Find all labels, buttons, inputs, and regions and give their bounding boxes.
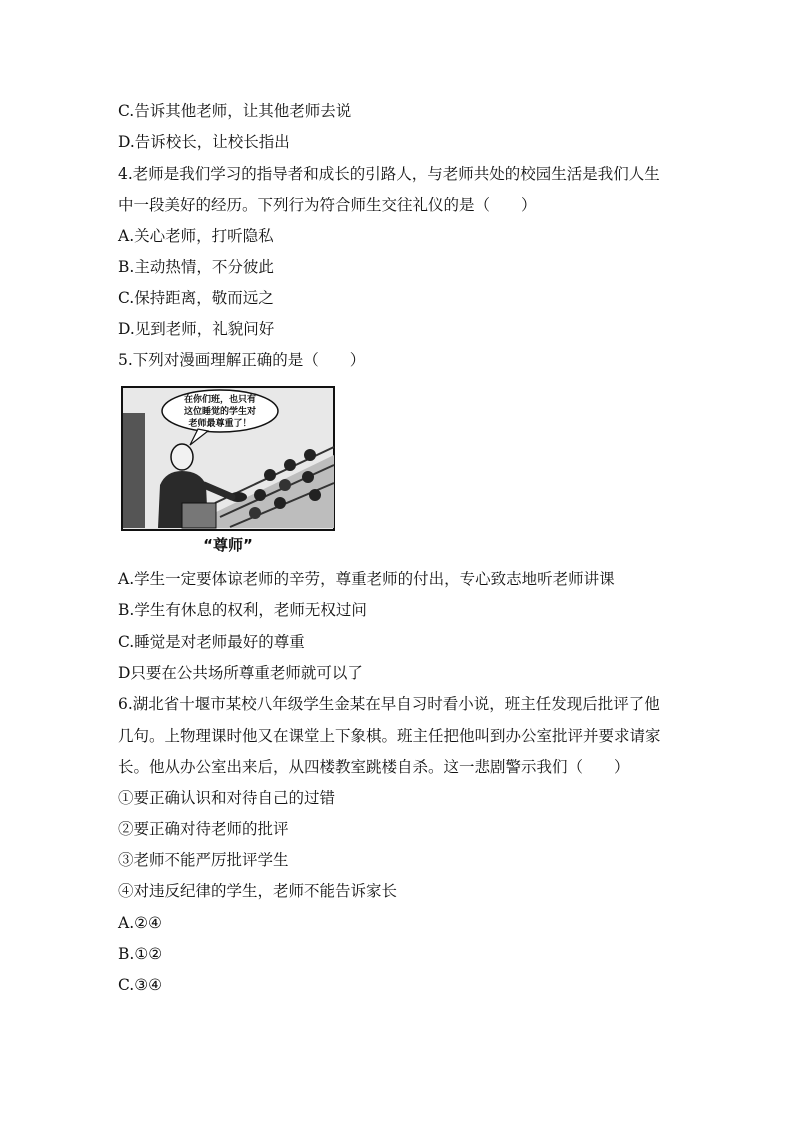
option-3d: D.告诉校长，让校长指出 [118, 133, 290, 151]
question-4-line-2: 中一段美好的经历。下列行为符合师生交往礼仪的是（ ） [118, 196, 537, 214]
cartoon-caption: “尊师” [203, 536, 253, 554]
option-4b: B.主动热情，不分彼此 [118, 258, 274, 276]
option-4d: D.见到老师，礼貌问好 [118, 320, 275, 338]
speech-text-2: 这位睡觉的学生对 [183, 407, 257, 417]
option-5b: B.学生有休息的权利，老师无权过问 [118, 601, 367, 619]
speech-text-1: 在你们班，也只有 [183, 395, 257, 405]
teacher-cartoon [120, 385, 336, 555]
option-6b: B.①② [118, 945, 163, 963]
option-4a: A.关心老师，打听隐私 [118, 227, 274, 245]
option-6a: A.②④ [118, 914, 162, 932]
statement-4: ④对违反纪律的学生，老师不能告诉家长 [118, 882, 398, 900]
question-6-line-1: 6.湖北省十堰市某校八年级学生金某在早自习时看小说，班主任发现后批评了他 [118, 695, 660, 713]
option-6c: C.③④ [118, 976, 163, 994]
option-3c: C.告诉其他老师，让其他老师去说 [118, 102, 352, 120]
option-5c: C.睡觉是对老师最好的尊重 [118, 633, 305, 651]
option-5d: D只要在公共场所尊重老师就可以了 [118, 664, 363, 682]
statement-3: ③老师不能严厉批评学生 [118, 851, 289, 869]
question-6-line-3: 长。他从办公室出来后，从四楼教室跳楼自杀。这一悲剧警示我们（ ） [118, 758, 630, 776]
question-6-line-2: 几句。上物理课时他又在课堂上下象棋。班主任把他叫到办公室批评并要求请家 [118, 727, 661, 745]
statement-2: ②要正确对待老师的批评 [118, 820, 289, 838]
question-4-line-1: 4.老师是我们学习的指导者和成长的引路人，与老师共处的校园生活是我们人生 [118, 165, 660, 183]
option-5a: A.学生一定要体谅老师的辛劳，尊重老师的付出，专心致志地听老师讲课 [118, 570, 615, 588]
statement-1: ①要正确认识和对待自己的过错 [118, 789, 336, 807]
speech-text-3: 老师最尊重了！ [188, 419, 252, 429]
option-4c: C.保持距离，敬而远之 [118, 289, 274, 307]
question-5: 5.下列对漫画理解正确的是（ ） [118, 351, 366, 369]
